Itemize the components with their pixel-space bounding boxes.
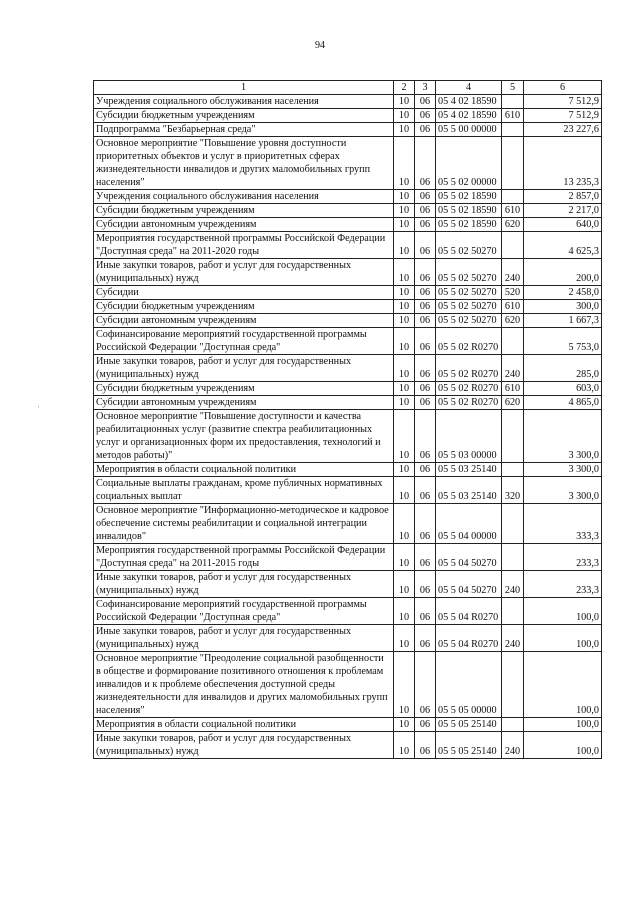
line-item-name: Мероприятия государственной программы Российской Федерации "Доступная среда" на 2011-2015 годы	[94, 544, 394, 571]
subsection-code: 06	[415, 396, 436, 410]
target-article-code: 05 5 02 50270	[436, 286, 502, 300]
section-code: 10	[394, 204, 415, 218]
subsection-code: 06	[415, 328, 436, 355]
amount: 7 512,9	[524, 95, 602, 109]
table-row	[94, 259, 602, 286]
table-row	[94, 598, 602, 625]
subsection-code: 06	[415, 314, 436, 328]
amount: 200,0	[524, 259, 602, 286]
expense-type-code	[502, 544, 524, 571]
expense-type-code: 240	[502, 259, 524, 286]
amount: 5 753,0	[524, 328, 602, 355]
amount: 4 865,0	[524, 396, 602, 410]
table-row	[94, 218, 602, 232]
table-row	[94, 137, 602, 190]
line-item-name: Учреждения социального обслуживания населения	[94, 190, 394, 204]
table-row	[94, 314, 602, 328]
line-item-name: Подпрограмма "Безбарьерная среда"	[94, 123, 394, 137]
target-article-code: 05 5 02 R0270	[436, 328, 502, 355]
table-row	[94, 477, 602, 504]
expense-type-code	[502, 598, 524, 625]
amount: 640,0	[524, 218, 602, 232]
page-number: 94	[315, 40, 325, 51]
target-article-code: 05 5 02 R0270	[436, 382, 502, 396]
target-article-code: 05 5 02 18590	[436, 190, 502, 204]
expense-type-code: 620	[502, 218, 524, 232]
subsection-code: 06	[415, 382, 436, 396]
target-article-code: 05 5 04 00000	[436, 504, 502, 544]
line-item-name: Субсидии автономным учреждениям	[94, 218, 394, 232]
header-cell: 1	[94, 81, 394, 95]
expense-type-code	[502, 328, 524, 355]
section-code: 10	[394, 328, 415, 355]
subsection-code: 06	[415, 232, 436, 259]
target-article-code: 05 5 04 R0270	[436, 598, 502, 625]
section-code: 10	[394, 598, 415, 625]
table-row	[94, 190, 602, 204]
subsection-code: 06	[415, 190, 436, 204]
target-article-code: 05 5 04 50270	[436, 571, 502, 598]
line-item-name: Мероприятия государственной программы Российской Федерации "Доступная среда" на 2011-2020 годы	[94, 232, 394, 259]
amount: 13 235,3	[524, 137, 602, 190]
target-article-code: 05 5 00 00000	[436, 123, 502, 137]
amount: 2 458,0	[524, 286, 602, 300]
target-article-code: 05 5 04 50270	[436, 544, 502, 571]
section-code: 10	[394, 463, 415, 477]
expense-type-code	[502, 232, 524, 259]
table-row	[94, 328, 602, 355]
table-row	[94, 355, 602, 382]
expense-type-code: 240	[502, 625, 524, 652]
section-code: 10	[394, 382, 415, 396]
line-item-name: Субсидии бюджетным учреждениям	[94, 300, 394, 314]
target-article-code: 05 5 02 18590	[436, 218, 502, 232]
expense-type-code	[502, 190, 524, 204]
line-item-name: Субсидии автономным учреждениям	[94, 314, 394, 328]
expense-type-code	[502, 652, 524, 718]
section-code: 10	[394, 625, 415, 652]
line-item-name: Софинансирование мероприятий государственной программы Российской Федерации "Доступная среда"	[94, 328, 394, 355]
subsection-code: 06	[415, 204, 436, 218]
expense-type-code	[502, 463, 524, 477]
section-code: 10	[394, 544, 415, 571]
expense-type-code: 320	[502, 477, 524, 504]
target-article-code: 05 5 04 R0270	[436, 625, 502, 652]
line-item-name: Субсидии бюджетным учреждениям	[94, 382, 394, 396]
subsection-code: 06	[415, 652, 436, 718]
expense-type-code: 240	[502, 355, 524, 382]
amount: 3 300,0	[524, 463, 602, 477]
section-code: 10	[394, 95, 415, 109]
line-item-name: Субсидии автономным учреждениям	[94, 396, 394, 410]
amount: 7 512,9	[524, 109, 602, 123]
section-code: 10	[394, 286, 415, 300]
section-code: 10	[394, 190, 415, 204]
subsection-code: 06	[415, 259, 436, 286]
line-item-name: Иные закупки товаров, работ и услуг для государственных (муниципальных) нужд	[94, 732, 394, 759]
amount: 100,0	[524, 732, 602, 759]
section-code: 10	[394, 259, 415, 286]
amount: 603,0	[524, 382, 602, 396]
header-cell: 5	[502, 81, 524, 95]
line-item-name: Основное мероприятие "Повышение уровня доступности приоритетных объектов и услуг в приоритетных сферах жизнедеятельности инвалидов и других маломобильных групп населения"	[94, 137, 394, 190]
expense-type-code	[502, 504, 524, 544]
line-item-name: Основное мероприятие "Информационно-методическое и кадровое обеспечение системы реабилитации и социальной интеграции инвалидов"	[94, 504, 394, 544]
section-code: 10	[394, 137, 415, 190]
subsection-code: 06	[415, 718, 436, 732]
amount: 333,3	[524, 504, 602, 544]
subsection-code: 06	[415, 286, 436, 300]
section-code: 10	[394, 300, 415, 314]
subsection-code: 06	[415, 95, 436, 109]
subsection-code: 06	[415, 544, 436, 571]
section-code: 10	[394, 355, 415, 382]
target-article-code: 05 5 03 25140	[436, 463, 502, 477]
expense-type-code	[502, 95, 524, 109]
table-row	[94, 652, 602, 718]
target-article-code: 05 5 03 25140	[436, 477, 502, 504]
table-row	[94, 544, 602, 571]
section-code: 10	[394, 410, 415, 463]
line-item-name: Социальные выплаты гражданам, кроме публичных нормативных социальных выплат	[94, 477, 394, 504]
line-item-name: Иные закупки товаров, работ и услуг для государственных (муниципальных) нужд	[94, 259, 394, 286]
subsection-code: 06	[415, 123, 436, 137]
target-article-code: 05 5 02 50270	[436, 232, 502, 259]
line-item-name: Иные закупки товаров, работ и услуг для государственных (муниципальных) нужд	[94, 355, 394, 382]
budget-table	[93, 80, 602, 759]
line-item-name: Субсидии	[94, 286, 394, 300]
table-row	[94, 732, 602, 759]
header-cell: 2	[394, 81, 415, 95]
header-cell: 4	[436, 81, 502, 95]
section-code: 10	[394, 109, 415, 123]
section-code: 10	[394, 477, 415, 504]
line-item-name: Мероприятия в области социальной политики	[94, 718, 394, 732]
table-row	[94, 123, 602, 137]
subsection-code: 06	[415, 355, 436, 382]
table-row	[94, 382, 602, 396]
amount: 3 300,0	[524, 410, 602, 463]
amount: 23 227,6	[524, 123, 602, 137]
target-article-code: 05 5 02 50270	[436, 259, 502, 286]
amount: 233,3	[524, 544, 602, 571]
amount: 285,0	[524, 355, 602, 382]
subsection-code: 06	[415, 109, 436, 123]
table-row	[94, 109, 602, 123]
subsection-code: 06	[415, 463, 436, 477]
expense-type-code: 610	[502, 300, 524, 314]
subsection-code: 06	[415, 732, 436, 759]
line-item-name: Основное мероприятие "Преодоление социальной разобщенности в обществе и формирование позитивного отношения к проблемам инвалидов и к проблеме обеспечения доступной среды жизнедеятельности для инвалидов и других маломобильных групп населения"	[94, 652, 394, 718]
target-article-code: 05 5 03 00000	[436, 410, 502, 463]
expense-type-code: 610	[502, 204, 524, 218]
subsection-code: 06	[415, 477, 436, 504]
amount: 100,0	[524, 625, 602, 652]
expense-type-code: 240	[502, 732, 524, 759]
section-code: 10	[394, 232, 415, 259]
target-article-code: 05 5 02 R0270	[436, 355, 502, 382]
target-article-code: 05 4 02 18590	[436, 109, 502, 123]
target-article-code: 05 5 02 50270	[436, 300, 502, 314]
line-item-name: Иные закупки товаров, работ и услуг для государственных (муниципальных) нужд	[94, 625, 394, 652]
table-row	[94, 504, 602, 544]
target-article-code: 05 4 02 18590	[436, 95, 502, 109]
target-article-code: 05 5 05 25140	[436, 718, 502, 732]
table-row	[94, 396, 602, 410]
header-cell: 3	[415, 81, 436, 95]
amount: 100,0	[524, 598, 602, 625]
line-item-name: Субсидии бюджетным учреждениям	[94, 109, 394, 123]
expense-type-code: 620	[502, 396, 524, 410]
section-code: 10	[394, 396, 415, 410]
amount: 1 667,3	[524, 314, 602, 328]
expense-type-code: 610	[502, 109, 524, 123]
section-code: 10	[394, 314, 415, 328]
expense-type-code: 610	[502, 382, 524, 396]
amount: 2 857,0	[524, 190, 602, 204]
section-code: 10	[394, 652, 415, 718]
expense-type-code	[502, 718, 524, 732]
target-article-code: 05 5 05 00000	[436, 652, 502, 718]
amount: 233,3	[524, 571, 602, 598]
section-code: 10	[394, 732, 415, 759]
line-item-name: Учреждения социального обслуживания населения	[94, 95, 394, 109]
target-article-code: 05 5 02 18590	[436, 204, 502, 218]
table-row	[94, 286, 602, 300]
subsection-code: 06	[415, 504, 436, 544]
table-row	[94, 463, 602, 477]
expense-type-code: 620	[502, 314, 524, 328]
section-code: 10	[394, 571, 415, 598]
expense-type-code: 520	[502, 286, 524, 300]
section-code: 10	[394, 504, 415, 544]
line-item-name: Софинансирование мероприятий государственной программы Российской Федерации "Доступная среда"	[94, 598, 394, 625]
section-code: 10	[394, 123, 415, 137]
table-row	[94, 95, 602, 109]
amount: 4 625,3	[524, 232, 602, 259]
expense-type-code: 240	[502, 571, 524, 598]
line-item-name: Субсидии бюджетным учреждениям	[94, 204, 394, 218]
table-row	[94, 718, 602, 732]
section-code: 10	[394, 218, 415, 232]
line-item-name: Основное мероприятие "Повышение доступности и качества реабилитационных услуг (развитие спектра реабилитационных услуг и организационных форм их предоставления, технологий и методов работы)"	[94, 410, 394, 463]
subsection-code: 06	[415, 137, 436, 190]
amount: 2 217,0	[524, 204, 602, 218]
line-item-name: Иные закупки товаров, работ и услуг для государственных (муниципальных) нужд	[94, 571, 394, 598]
line-item-name: Мероприятия в области социальной политики	[94, 463, 394, 477]
amount: 100,0	[524, 652, 602, 718]
subsection-code: 06	[415, 571, 436, 598]
subsection-code: 06	[415, 410, 436, 463]
amount: 300,0	[524, 300, 602, 314]
table-row	[94, 300, 602, 314]
expense-type-code	[502, 137, 524, 190]
expense-type-code	[502, 123, 524, 137]
target-article-code: 05 5 02 00000	[436, 137, 502, 190]
expense-type-code	[502, 410, 524, 463]
amount: 3 300,0	[524, 477, 602, 504]
target-article-code: 05 5 02 R0270	[436, 396, 502, 410]
table-row	[94, 204, 602, 218]
table-row	[94, 410, 602, 463]
target-article-code: 05 5 02 50270	[436, 314, 502, 328]
subsection-code: 06	[415, 300, 436, 314]
header-cell: 6	[524, 81, 602, 95]
section-code: 10	[394, 718, 415, 732]
scan-mark: '	[38, 405, 40, 413]
table-row	[94, 571, 602, 598]
table-row	[94, 625, 602, 652]
amount: 100,0	[524, 718, 602, 732]
target-article-code: 05 5 05 25140	[436, 732, 502, 759]
subsection-code: 06	[415, 598, 436, 625]
subsection-code: 06	[415, 625, 436, 652]
subsection-code: 06	[415, 218, 436, 232]
table-header-row	[94, 81, 602, 95]
table-row	[94, 232, 602, 259]
